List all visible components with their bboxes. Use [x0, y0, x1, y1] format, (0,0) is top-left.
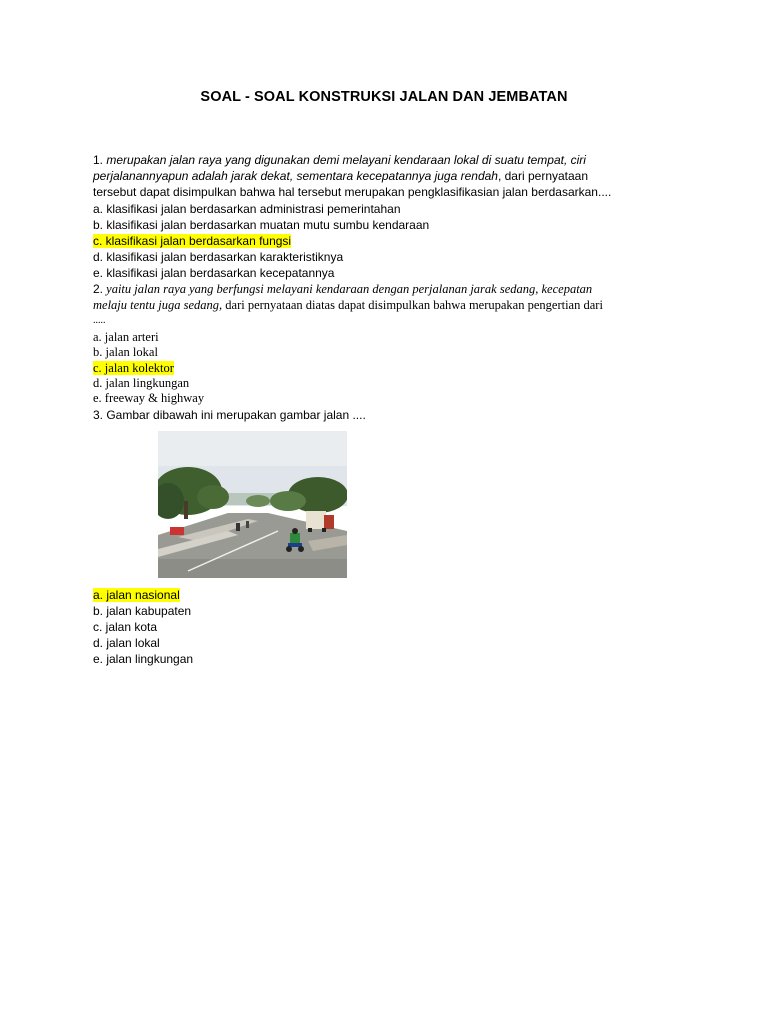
q2-option-b: b. jalan lokal [93, 345, 158, 359]
q3-option-e: e. jalan lingkungan [93, 652, 194, 666]
q2-text-italic-1: yaitu jalan raya yang berfungsi melayani kendaraan dengan perjalanan jarak sedang, kecepatan [103, 282, 593, 296]
q1-line-3: tersebut dapat disimpulkan bahwa hal tersebut merupakan pengklasifikasian jalan berdasarkan.... [93, 185, 612, 199]
q3-option-c: c. jalan kota [93, 620, 158, 634]
q2-number: 2. [93, 282, 104, 296]
q1-line-1 [93, 153, 586, 168]
q1-text-italic-1: merupakan jalan raya yang digunakan demi melayani kendaraan lokal di suatu tempat, ciri [103, 153, 586, 167]
q2-line-1 [93, 282, 592, 297]
q2-line-2 [93, 298, 603, 313]
q2-option-d: d. jalan lingkungan [93, 376, 190, 390]
q3-line-1: 3. Gambar dibawah ini merupakan gambar jalan .... [93, 408, 366, 422]
q2-option-c [93, 361, 174, 376]
q2-text-italic-2: melaju tentu juga sedang, [93, 298, 223, 312]
q1-text-italic-2: perjalanannyapun adalah jarak dekat, sementara kecepatannya juga rendah [93, 169, 498, 183]
q1-option-c [93, 234, 291, 249]
page-title: SOAL - SOAL KONSTRUKSI JALAN DAN JEMBATAN [200, 89, 568, 105]
q1-option-e: e. klasifikasi jalan berdasarkan kecepatannya [93, 266, 335, 280]
road-photo [158, 431, 347, 578]
q3-option-b: b. jalan kabupaten [93, 604, 192, 618]
q1-text-2-rest: , dari pernyataan [497, 169, 589, 183]
q2-answer-highlight: c. jalan kolektor [93, 361, 174, 375]
q2-option-a: a. jalan arteri [93, 330, 159, 344]
q3-option-d: d. jalan lokal [93, 636, 160, 650]
q3-option-a [93, 588, 180, 603]
q1-option-b: b. klasifikasi jalan berdasarkan muatan mutu sumbu kendaraan [93, 218, 430, 232]
q2-option-e: e. freeway & highway [93, 391, 205, 405]
q3-answer-highlight: a. jalan nasional [93, 588, 180, 602]
road-photo-illustration [158, 431, 347, 578]
q2-line-3: ..... [93, 315, 106, 326]
q1-option-d: d. klasifikasi jalan berdasarkan karakteristiknya [93, 250, 344, 264]
q1-number: 1. [93, 153, 104, 167]
q2-text-2-rest: dari pernyataan diatas dapat disimpulkan bahwa merupakan pengertian dari [222, 298, 603, 312]
q1-line-2 [93, 169, 588, 184]
q1-answer-highlight: c. klasifikasi jalan berdasarkan fungsi [93, 234, 292, 248]
q1-option-a: a. klasifikasi jalan berdasarkan administrasi pemerintahan [93, 202, 401, 216]
